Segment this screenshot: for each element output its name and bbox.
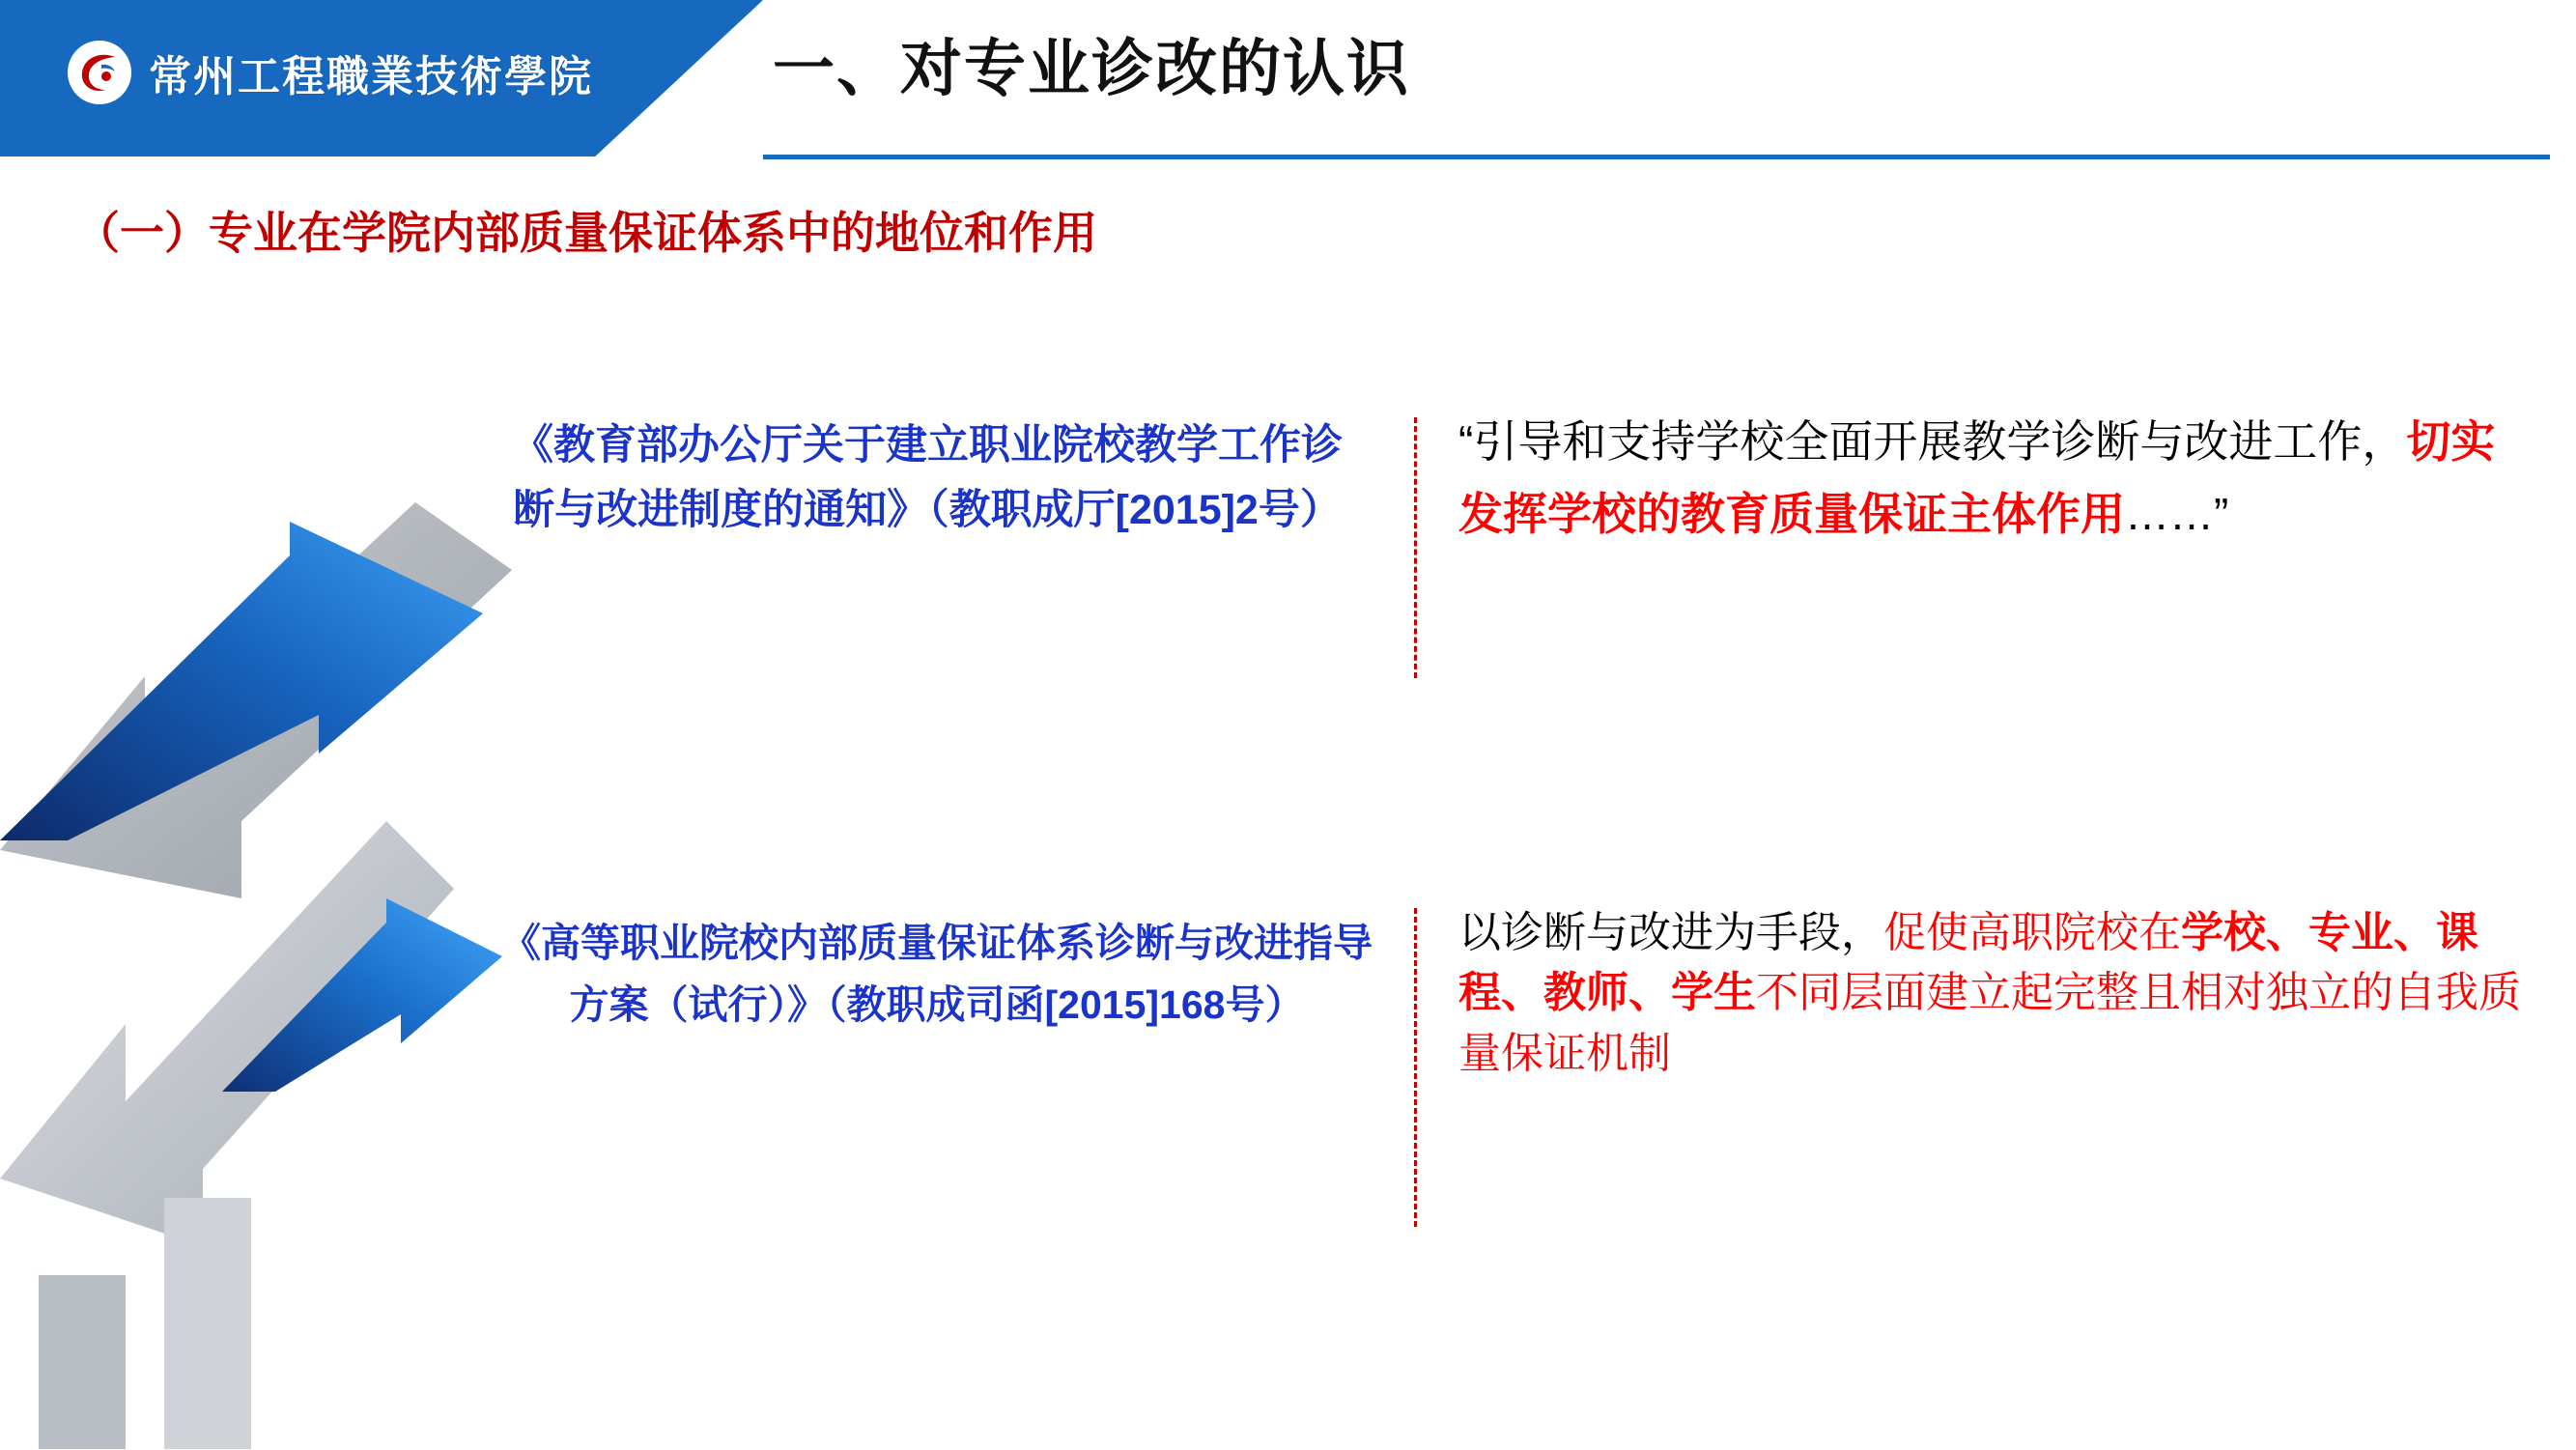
divider-1 [1414, 417, 1417, 678]
quote-2-part2: 不同层面建立起完整且相对独立的自我质量保证机制 [1458, 969, 2521, 1077]
institution-logo [68, 41, 593, 104]
quote-2-part1: 促使高职院校在 [1883, 909, 2181, 956]
document-reference-1: 《教育部办公厅关于建立职业院校教学工作诊断与改进制度的通知》（教职成厅[2015]2号） [512, 422, 1343, 533]
quote-2-lead: 以诊断与改进为手段， [1458, 909, 1883, 956]
quote-1-suffix: ……” [2125, 488, 2229, 539]
blue-arrow-icon-1 [0, 522, 483, 840]
quote-1-prefix: “引导和支持学校全面开展教学诊断与改进工作， [1458, 416, 2407, 467]
flame-swoosh-logo-icon [68, 41, 131, 104]
title-area [773, 19, 2511, 108]
quote-1-highlight: 切实发挥学校的教育质量保证主体作用 [1458, 416, 2496, 539]
institution-name: 常州工程職業技術學院 [149, 53, 593, 100]
divider-2 [1414, 908, 1417, 1227]
blue-arrow-icon-2 [222, 898, 502, 1092]
quote-block-2 [1458, 903, 2531, 1084]
title-underline [763, 155, 2550, 159]
document-reference-2: 《高等职业院校内部质量保证体系诊断与改进指导方案（试行）》（教职成司函[2015]168号） [501, 921, 1373, 1027]
quote-2-emphasis: 学校、专业、课程、教师、学生 [1458, 909, 2478, 1017]
quote-block-1 [1458, 406, 2531, 550]
section-subheading: （一）专业在学院内部质量保证体系中的地位和作用 [75, 208, 1097, 258]
page-title: 一、对专业诊改的认识 [773, 34, 1410, 103]
